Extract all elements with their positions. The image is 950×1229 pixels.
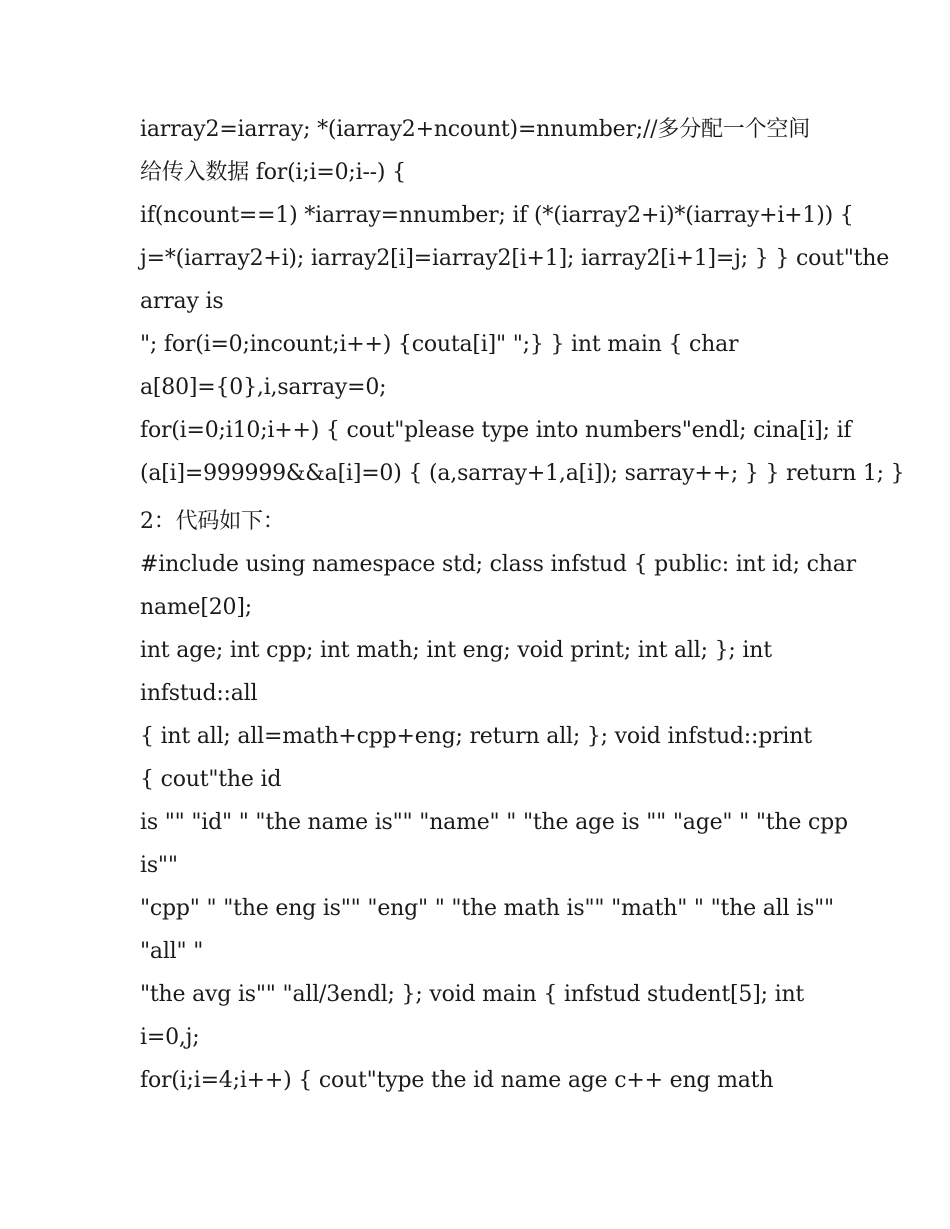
- text-line: i=0,j;: [140, 1025, 200, 1050]
- text-line: array is: [140, 289, 224, 314]
- text-line: { int all; all=math+cpp+eng; return all; }; void infstud::print: [140, 724, 812, 749]
- text-line: int age; int cpp; int math; int eng; void print; int all; }; int: [140, 638, 772, 663]
- text-line: { cout"the id: [140, 767, 282, 792]
- text-line: #include using namespace std; class infstud { public: int id; char: [140, 552, 856, 577]
- text-line: infstud::all: [140, 681, 258, 706]
- text-line: "the avg is"" "all/3endl; }; void main { infstud student[5]; int: [140, 982, 805, 1007]
- text-line: name[20];: [140, 595, 252, 620]
- text-line: "cpp" " "the eng is"" "eng" " "the math is"" "math" " "the all is"": [140, 896, 834, 921]
- text-line: is "" "id" " "the name is"" "name" " "the age is "" "age" " "the cpp: [140, 810, 848, 835]
- code-text-block: [140, 108, 905, 1102]
- text-line: "all" ": [140, 939, 204, 964]
- text-line: iarray2=iarray; *(iarray2+ncount)=nnumber;//多分配一个空间: [140, 117, 810, 142]
- text-line: a[80]={0},i,sarray=0;: [140, 375, 387, 400]
- text-line: (a[i]=999999&&a[i]=0) { (a,sarray+1,a[i]); sarray++; } } return 1; }: [140, 461, 905, 486]
- text-line: "; for(i=0;incount;i++) {couta[i]" ";} } int main { char: [140, 332, 739, 357]
- section-heading: 2：代码如下：: [140, 509, 285, 534]
- text-line: 给传入数据 for(i;i=0;i--) {: [140, 160, 406, 185]
- text-line: j=*(iarray2+i); iarray2[i]=iarray2[i+1]; iarray2[i+1]=j; } } cout"the: [140, 246, 890, 271]
- text-line: is"": [140, 853, 178, 878]
- text-line: if(ncount==1) *iarray=nnumber; if (*(iarray2+i)*(iarray+i+1)) {: [140, 203, 854, 228]
- text-line: for(i;i=4;i++) { cout"type the id name age c++ eng math: [140, 1068, 774, 1093]
- text-line: for(i=0;i10;i++) { cout"please type into numbers"endl; cina[i]; if: [140, 418, 852, 443]
